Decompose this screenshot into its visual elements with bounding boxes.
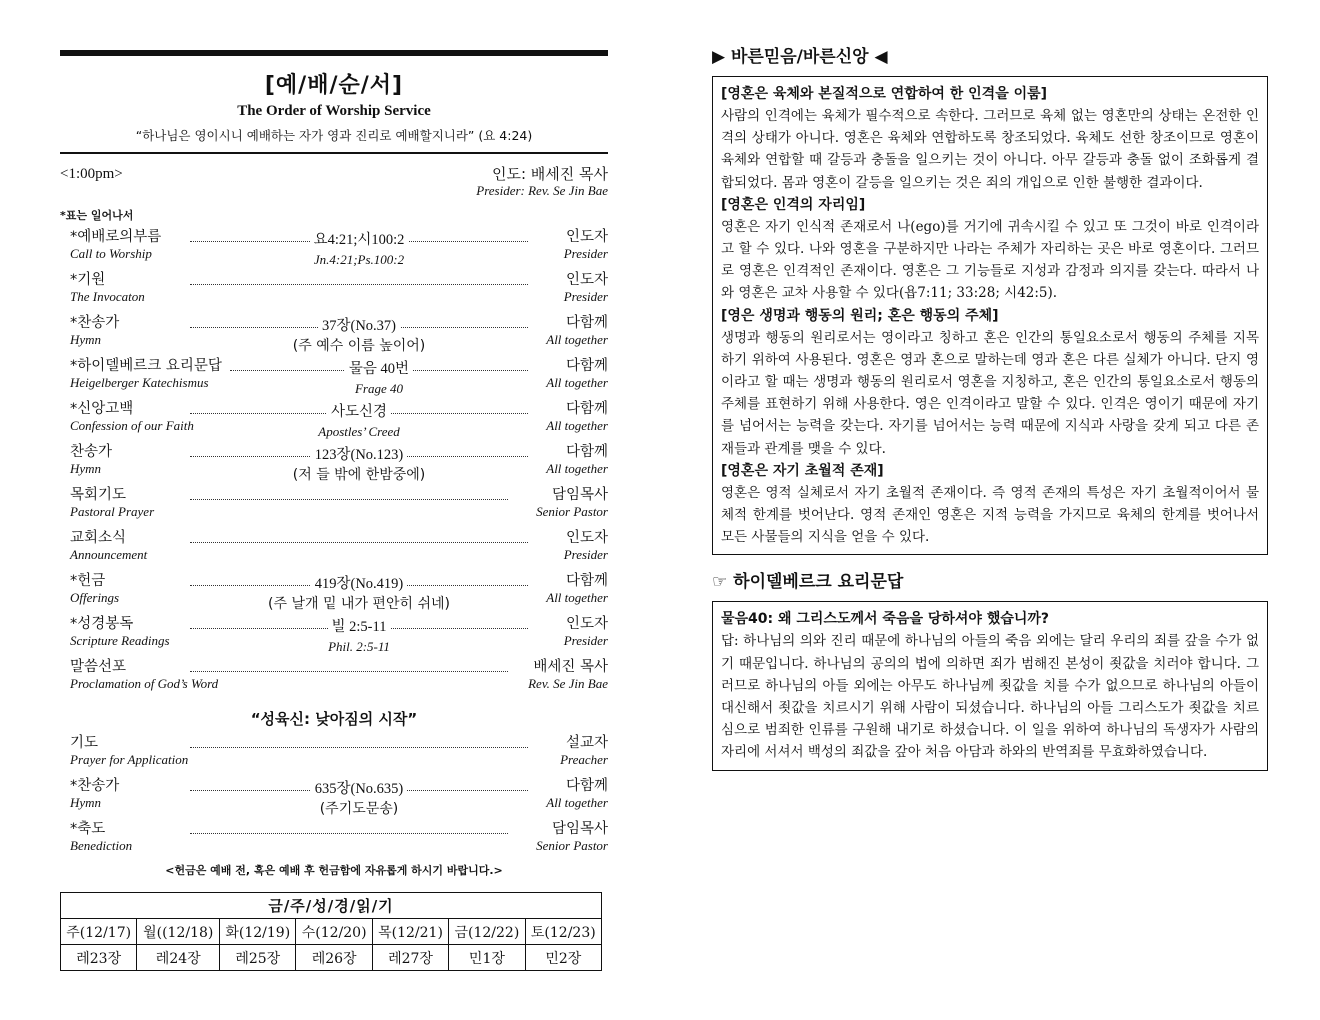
order-item-detail: Jn.4:21;Ps.100:2	[310, 252, 408, 268]
order-item-en: Confession of our Faith	[70, 418, 194, 433]
leader-dots	[190, 284, 528, 285]
order-item-ko: 말씀선포	[70, 659, 127, 675]
faith-section-title: [영혼은 자기 초월적 존재]	[721, 462, 884, 479]
bible-reading-cell: 레24장	[137, 945, 220, 971]
order-item-detail: (저 들 밖에 한밤중에)	[289, 467, 429, 483]
order-item	[60, 821, 608, 864]
order-item-role-en: All together	[546, 590, 608, 605]
order-item-detail: (주기도문송)	[316, 801, 403, 817]
order-list	[60, 229, 608, 702]
bible-day-cell: 월((12/18)	[137, 919, 220, 945]
order-item-role-ko: 인도자	[565, 616, 608, 632]
order-item-role-ko: 다함께	[565, 358, 608, 374]
faith-section-text: 생명과 행동의 원리로서는 영이라고 칭하고 혼은 인간의 통일요소로서 행동의 주체를 지목하기 위하여 사용된다. 영혼은 영과 혼으로 말하는데 영과 혼은 다른 실체가 아니다. 단지 영이라고 할 때는 생명과 행동의 원리로서 영혼을 지칭하고, 혼은 인간의 통일요소로서 행동의 주체를 표현하기 위해 사용한다. 영은 인격이라고 말할 수 있다. 인격은 영이기 때문에 자기를 넘어서는 능력을 갖는다. 자기를 넘어서는 능력 때문에 지식과 사랑을 갖게 되고 다른 존재들과 관계를 맺을 수 있다.	[721, 329, 1259, 457]
leader-row	[60, 166, 608, 199]
order-item-ko: *예배로의부름	[70, 229, 162, 245]
order-item-ko: *성경봉독	[70, 616, 134, 632]
bible-reading-cell: 레27장	[372, 945, 448, 971]
order-item	[60, 401, 608, 444]
order-item-role-ko: 인도자	[565, 272, 608, 288]
order-item-role-en: Presider	[563, 246, 608, 261]
order-item	[60, 659, 608, 702]
order-item-role-en: All together	[546, 795, 608, 810]
catechism-box	[712, 601, 1268, 770]
bible-day-cell: 화(12/19)	[220, 919, 296, 945]
order-item-en: Hymn	[70, 461, 102, 476]
order-item-role-en: Presider	[563, 289, 608, 304]
bible-reading-table	[60, 892, 602, 971]
order-item-ko: *헌금	[70, 573, 106, 589]
order-item-ko: 목회기도	[70, 487, 127, 503]
order-item-reference: 요4:21;시100:2	[310, 232, 409, 249]
sermon-title: “성육신: 낮아짐의 시작”	[250, 710, 418, 728]
order-item-reference: 37장(No.37)	[318, 318, 400, 335]
order-item-role-en: All together	[546, 418, 608, 433]
bible-day-cell: 토(12/23)	[525, 919, 601, 945]
order-item-ko: 교회소식	[70, 530, 127, 546]
bible-day-cell: 수(12/20)	[296, 919, 372, 945]
order-item-role-ko: 인도자	[565, 530, 608, 546]
faith-section-title: [영혼은 육체와 본질적으로 연합하여 한 인격을 이룸]	[721, 86, 1048, 102]
order-item-reference: 빌 2:5-11	[328, 619, 391, 636]
offering-note: <헌금은 예배 전, 혹은 예배 후 헌금함에 자유롭게 하시기 바랍니다.>	[165, 864, 503, 877]
order-item-role-en: Preacher	[560, 752, 608, 767]
faith-section-text: 영혼은 자기 인식적 존재로서 나(ego)를 거기에 귀속시킬 수 있고 또 그것이 바로 인격이라고 할 수 있다. 나와 영혼을 구분하지만 나라는 주체가 자리하는 곳은 바로 영혼이다. 그러므로 영혼은 인격적인 존재이다. 영혼은 그 기능들로 지성과 감정과 의지를 갖는다. 따라서 나와 영혼은 교차 사용할 수 있다(욥7:11; 33:28; 시42:5).	[721, 218, 1259, 302]
order-item-role-en: All together	[546, 375, 608, 390]
leader-dots	[190, 542, 528, 543]
bible-table-title: 금/주/성/경/읽/기	[61, 893, 602, 919]
order-item-role-ko: 다함께	[565, 573, 608, 589]
order-item-en: Heigelberger Katechismus	[70, 375, 209, 390]
bible-reading-cell: 민2장	[525, 945, 601, 971]
order-item	[60, 272, 608, 315]
order-item-role-en: Senior Pastor	[536, 504, 608, 519]
order-item-detail: (주 날개 밑 내가 편안히 쉬네)	[264, 596, 454, 612]
leader-ko: 인도: 배세진 목사	[491, 165, 608, 183]
order-item-detail: Phil. 2:5-11	[324, 639, 394, 655]
order-item-en: Benediction	[70, 838, 133, 853]
faith-section-text: 사람의 인격에는 육체가 필수적으로 속한다. 그러므로 육체 없는 영혼만의 상태는 온전한 인격의 상태가 아니다. 영혼은 육체와 연합하도록 창조되었다. 육체도 선한 창조이므로 영혼이 육체와 연합할 때 갈등과 충돌을 일으키는 것이 아니다. 아무 갈등과 충돌 없이 조화롭게 결합되었다. 몸과 영혼이 갈등을 일으키는 것은 죄의 개입으로 인한 불행한 결과이다.	[721, 108, 1259, 191]
order-verse: “하나님은 영이시니 예배하는 자가 영과 진리로 예배할지니라” (요 4:24)	[135, 128, 533, 143]
order-list-after-sermon	[60, 735, 608, 864]
order-item-detail: Frage 40	[351, 381, 407, 397]
order-item-role-ko: 다함께	[565, 401, 608, 417]
order-item-role-ko: 다함께	[565, 778, 608, 794]
order-item	[60, 358, 608, 401]
bible-reading-cell: 레26장	[296, 945, 372, 971]
faith-header: ▶ 바른믿음/바른신앙 ◀	[712, 47, 888, 67]
order-item-en: Call to Worship	[70, 246, 152, 261]
order-item	[60, 616, 608, 659]
order-item-role-ko: 다함께	[565, 444, 608, 460]
service-time: <1:00pm>	[60, 166, 123, 182]
order-item-en: Prayer for Application	[70, 752, 189, 767]
order-item	[60, 735, 608, 778]
divider	[60, 152, 608, 154]
catechism-question: 물음40: 왜 그리스도께서 죽음을 당하셔야 했습니까?	[721, 611, 1050, 628]
order-item-ko: *찬송가	[70, 778, 120, 794]
order-item-role-ko: 담임목사	[551, 487, 608, 503]
leader-dots	[190, 747, 528, 748]
order-item	[60, 315, 608, 358]
order-item-en: Hymn	[70, 795, 102, 810]
order-item-en: Proclamation of God’s Word	[70, 676, 219, 691]
order-item-role-en: Presider	[563, 547, 608, 562]
order-item-reference: 사도신경	[327, 404, 391, 421]
faith-section-title: [영혼은 인격의 자리임]	[721, 196, 866, 213]
bible-day-cell: 목(12/21)	[372, 919, 448, 945]
order-item-detail: Apostles’ Creed	[314, 424, 403, 440]
stand-note: *표는 일어나서	[60, 209, 134, 222]
bible-day-cell: 금(12/22)	[449, 919, 525, 945]
order-item-role-en: All together	[546, 332, 608, 347]
order-item-role-en: Rev. Se Jin Bae	[528, 676, 608, 691]
order-item-ko: *신앙고백	[70, 401, 134, 417]
order-item	[60, 530, 608, 573]
order-item	[60, 778, 608, 821]
order-item-reference: 635장(No.635)	[311, 781, 408, 798]
leader-en: Presider: Rev. Se Jin Bae	[476, 183, 608, 198]
right-panel	[712, 44, 1268, 771]
faith-section-title: [영은 생명과 행동의 원리; 혼은 행동의 주체]	[721, 307, 999, 324]
order-item-reference: 123장(No.123)	[311, 447, 408, 464]
order-item-en: Offerings	[70, 590, 120, 605]
order-item-en: Scripture Readings	[70, 633, 170, 648]
order-item	[60, 573, 608, 616]
order-item-role-en: Senior Pastor	[536, 838, 608, 853]
order-item	[60, 229, 608, 272]
order-item-ko: 기도	[70, 735, 99, 751]
bible-reading-cell: 민1장	[449, 945, 525, 971]
leader-dots	[190, 499, 508, 500]
order-item-role-ko: 배세진 목사	[533, 659, 608, 675]
order-item-role-ko: 담임목사	[551, 821, 608, 837]
order-item-ko: *찬송가	[70, 315, 120, 331]
faith-box	[712, 76, 1268, 555]
catechism-header: ☞ 하이델베르크 요리문답	[712, 572, 904, 593]
order-item-en: Pastoral Prayer	[70, 504, 155, 519]
order-item-role-en: Presider	[563, 633, 608, 648]
order-item-role-en: All together	[546, 461, 608, 476]
order-item-en: The Invocaton	[70, 289, 145, 304]
order-item-ko: *기원	[70, 272, 106, 288]
order-item-ko: 찬송가	[70, 444, 113, 460]
worship-order-panel	[60, 50, 608, 971]
leader-dots	[190, 671, 508, 672]
bible-day-cell: 주(12/17)	[61, 919, 137, 945]
order-item-reference: 419장(No.419)	[311, 576, 408, 593]
order-item-en: Announcement	[70, 547, 148, 562]
order-item-reference: 물음 40번	[345, 361, 413, 378]
order-item	[60, 444, 608, 487]
order-title: [예/배/순/서]	[264, 73, 404, 98]
bible-reading-cell: 레25장	[220, 945, 296, 971]
order-item-en: Hymn	[70, 332, 102, 347]
order-item-role-ko: 인도자	[565, 229, 608, 245]
catechism-answer: 답: 하나님의 의와 진리 때문에 하나님의 아들의 죽음 외에는 달리 우리의 죄를 갚을 수가 없기 때문입니다. 하나님의 공의의 법에 의하면 죄가 범해진 본성이 죗값을 치러야 합니다. 그러므로 하나님의 아들 외에는 아무도 하나님께 죗값을 치를 수가 없으므로 하나님의 아들이 대신해서 죗값을 치르시기 위해 사람이 되셨습니다. 하나님의 아들 그리스도가 죗값을 치르심으로 범죄한 인류를 구원해 내기로 하셨습니다. 이 일을 위하여 하나님의 독생자가 사람의 자리에 서셔서 백성의 죄값을 갚아 처음 아담과 하와의 반역죄를 무효화하였습니다.	[721, 633, 1259, 761]
order-item-role-ko: 설교자	[565, 735, 608, 751]
bible-readings-row	[61, 945, 602, 971]
order-item-ko: *축도	[70, 821, 106, 837]
top-rule	[60, 50, 608, 56]
bible-days-row	[61, 919, 602, 945]
order-subtitle: The Order of Worship Service	[237, 103, 431, 119]
order-item-detail: (주 예수 이름 높이어)	[289, 338, 429, 354]
order-item-role-ko: 다함께	[565, 315, 608, 331]
leader-dots	[190, 833, 508, 834]
faith-section-text: 영혼은 영적 실체로서 자기 초월적 존재이다. 즉 영적 존재의 특성은 자기 초월적이어서 물체적 한계를 벗어난다. 영적 존재인 영혼은 지적 능력을 가지므로 육체의 한계를 벗어나서 모든 사물들의 지식을 얻을 수 있다.	[721, 484, 1259, 546]
order-item-ko: *하이델베르크 요리문답	[70, 358, 222, 374]
bible-reading-cell: 레23장	[61, 945, 137, 971]
order-item	[60, 487, 608, 530]
